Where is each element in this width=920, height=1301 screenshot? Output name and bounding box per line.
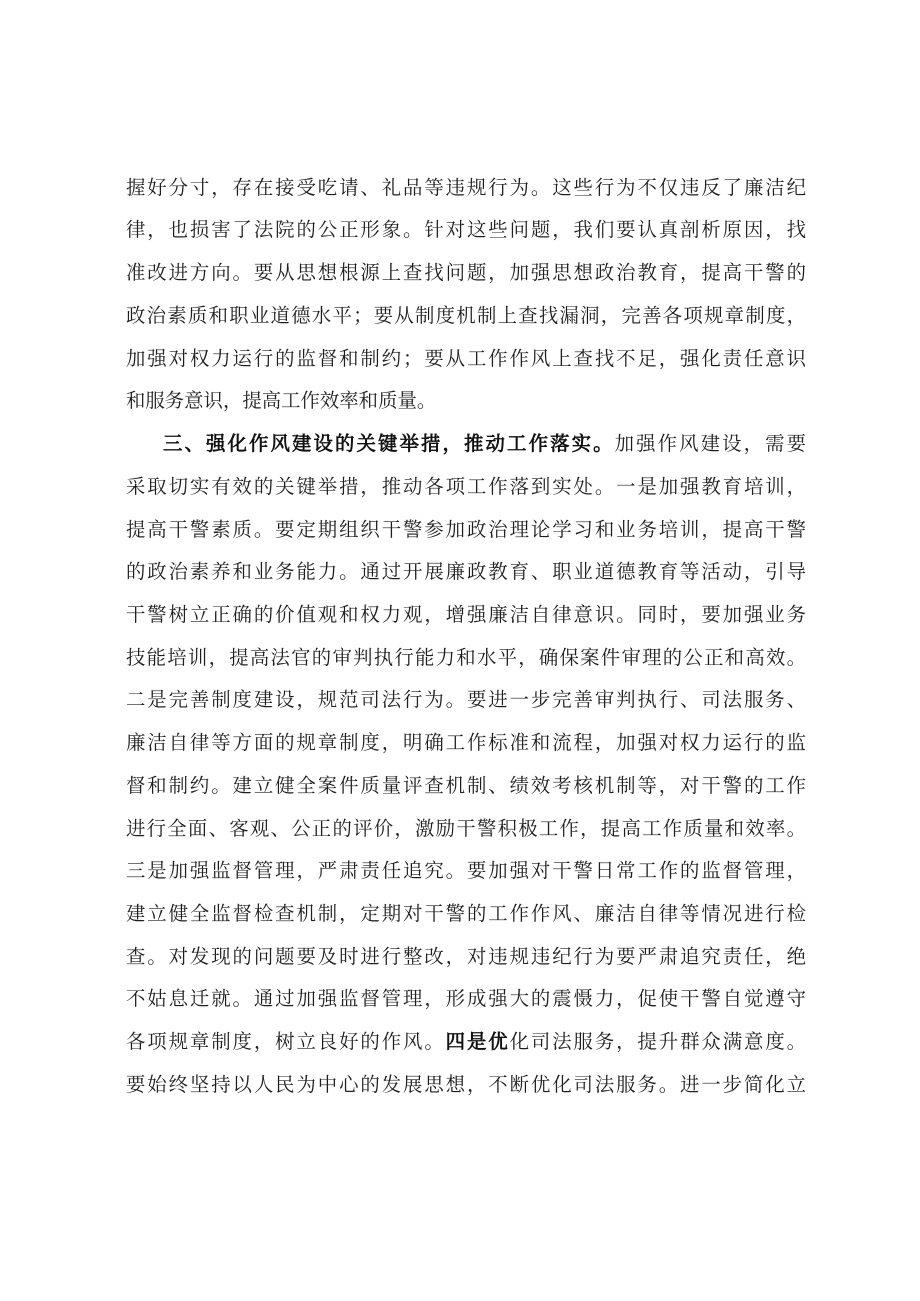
text-segment: 化司法服务，提升群众满意度。	[509, 1030, 807, 1053]
text-line: 要始终坚持以人民为中心的发展思想，不断优化司法服务。进一步简化立	[126, 1073, 806, 1096]
text-line: 干警树立正确的价值观和权力观，增强廉洁自律意识。同时，要加强业务	[126, 603, 806, 626]
text-line: 廉洁自律等方面的规章制度，明确工作标准和流程，加强对权力运行的监	[126, 731, 806, 754]
text-line: 准改进方向。要从思想根源上查找问题，加强思想政治教育，提高干警的	[126, 261, 806, 284]
emphasis-text: 四是优	[445, 1030, 510, 1053]
text-line: 加强对权力运行的监督和制约；要从工作作风上查找不足，强化责任意识	[126, 347, 806, 370]
text-line: 的政治素养和业务能力。通过开展廉政教育、职业道德教育等活动，引导	[126, 560, 806, 583]
text-line: 和服务意识，提高工作效率和质量。	[126, 389, 437, 412]
text-line: 查。对发现的问题要及时进行整改，对违规违纪行为要严肃追究责任，绝	[126, 945, 806, 968]
text-line: 督和制约。建立健全案件质量评查机制、绩效考核机制等，对干警的工作	[126, 774, 806, 797]
section-3-first-line-text: 加强作风建设，需要	[614, 432, 807, 455]
text-line: 握好分寸，存在接受吃请、礼品等违规行为。这些行为不仅违反了廉洁纪	[126, 176, 806, 199]
text-line: 技能培训，提高法官的审判执行能力和水平，确保案件审理的公正和高效。	[126, 646, 806, 669]
text-segment: 各项规章制度，树立良好的作风。	[126, 1030, 446, 1053]
text-line: 不姑息迁就。通过加强监督管理，形成强大的震慑力，促使干警自觉遵守	[126, 987, 806, 1010]
section-3-heading: 三、强化作风建设的关键举措，推动工作落实。	[163, 432, 615, 455]
text-line: 建立健全监督检查机制，定期对干警的工作作风、廉洁自律等情况进行检	[126, 902, 806, 925]
text-line: 二是完善制度建设，规范司法行为。要进一步完善审判执行、司法服务、	[126, 688, 806, 711]
text-line-with-emphasis	[126, 1032, 806, 1051]
text-line: 采取切实有效的关键举措，推动各项工作落到实处。一是加强教育培训，	[126, 475, 806, 498]
text-line: 进行全面、客观、公正的评价，激励干警积极工作，提高工作质量和效率。	[126, 817, 806, 840]
text-line: 提高干警素质。要定期组织干警参加政治理论学习和业务培训，提高干警	[126, 518, 806, 541]
text-line: 政治素质和职业道德水平；要从制度机制上查找漏洞，完善各项规章制度，	[126, 304, 806, 327]
text-line: 三是加强监督管理，严肃责任追究。要加强对干警日常工作的监督管理，	[126, 859, 806, 882]
section-3-heading-line	[163, 434, 806, 453]
text-line: 律，也损害了法院的公正形象。针对这些问题，我们要认真剖析原因，找	[126, 218, 806, 241]
